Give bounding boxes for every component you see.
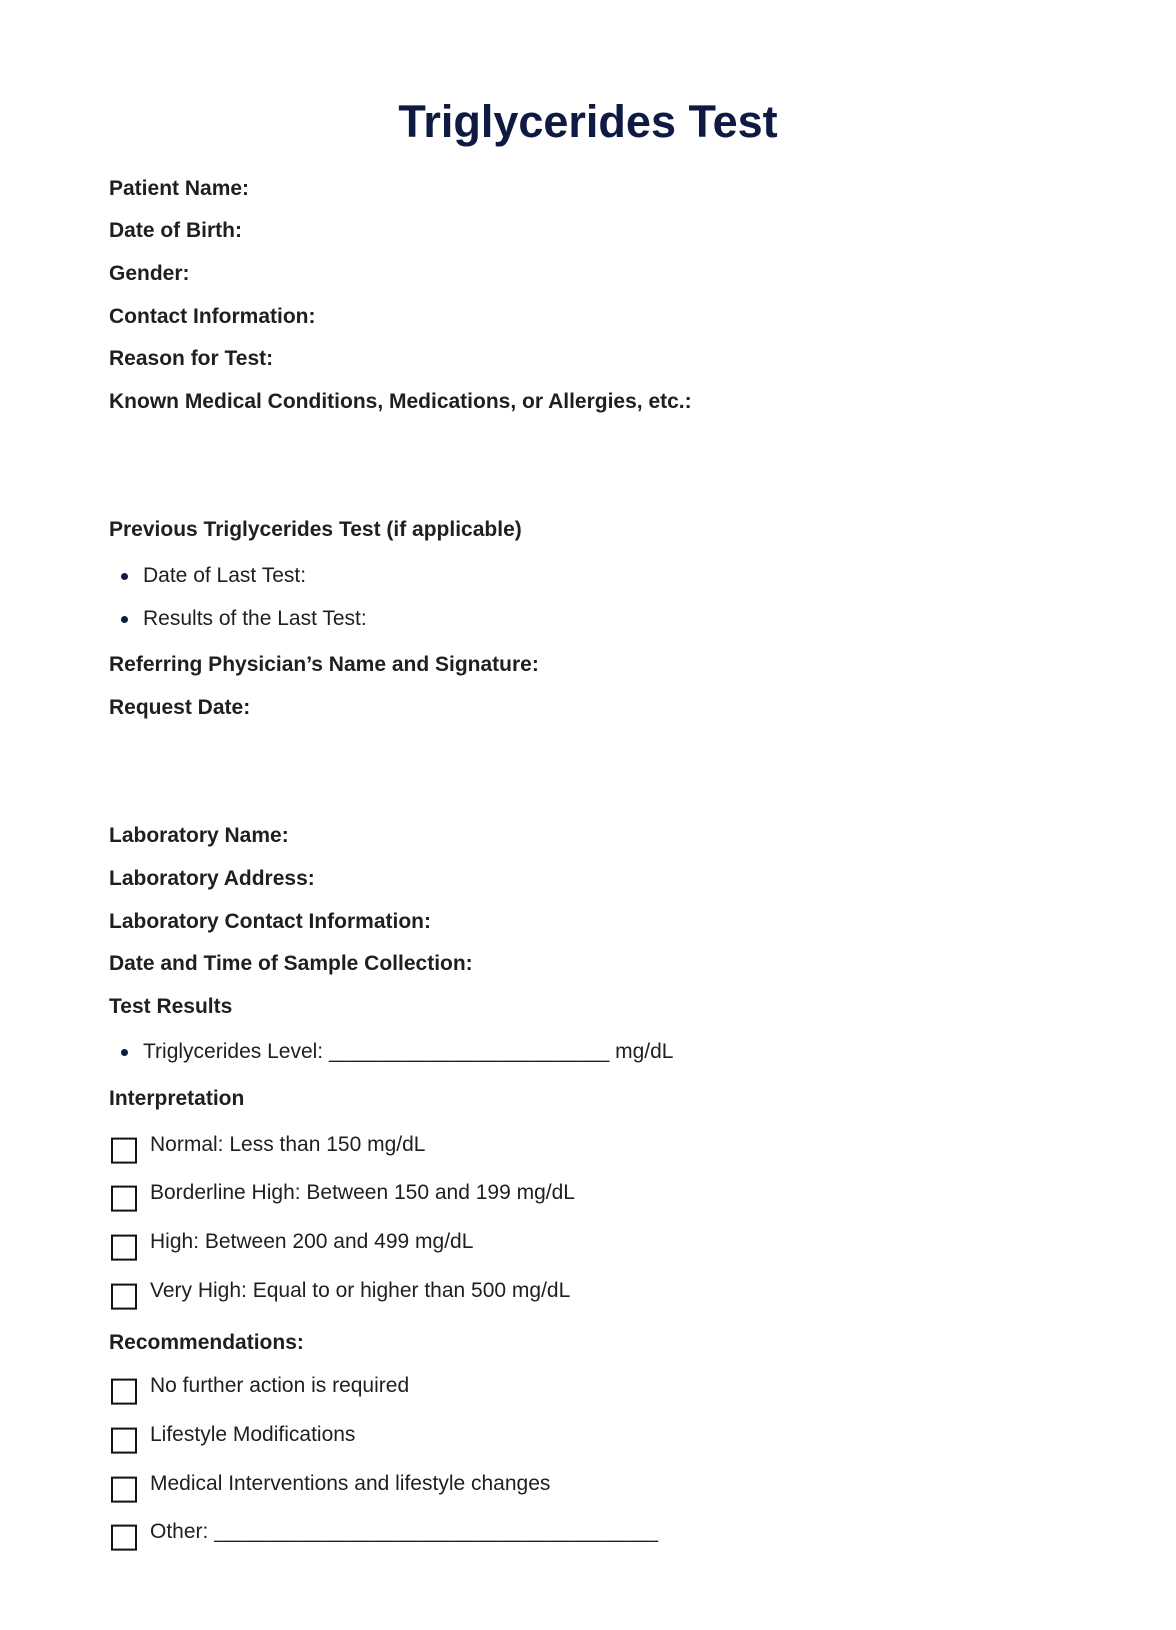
option-other[interactable]: Other: ______________________________________	[150, 1520, 658, 1543]
request-date-field[interactable]: Request Date:	[109, 696, 251, 719]
triglycerides-level-field[interactable]: Triglycerides Level: ________________________ mg/dL	[143, 1040, 674, 1063]
patient-name-field[interactable]: Patient Name:	[109, 177, 250, 200]
recommendations-heading: Recommendations:	[109, 1331, 304, 1354]
option-high: High: Between 200 and 499 mg/dL	[150, 1230, 474, 1253]
collection-datetime-field[interactable]: Date and Time of Sample Collection:	[109, 952, 473, 975]
last-test-results-field[interactable]: Results of the Last Test:	[143, 607, 367, 630]
checkbox-no-action[interactable]	[111, 1379, 137, 1405]
option-borderline: Borderline High: Between 150 and 199 mg/dL	[150, 1181, 575, 1204]
test-results-heading: Test Results	[109, 995, 233, 1018]
physician-field[interactable]: Referring Physician’s Name and Signature:	[109, 653, 539, 676]
lab-address-field[interactable]: Laboratory Address:	[109, 867, 315, 890]
last-test-date-field[interactable]: Date of Last Test:	[143, 564, 307, 587]
checkbox-high[interactable]	[111, 1235, 137, 1261]
lab-name-field[interactable]: Laboratory Name:	[109, 824, 289, 847]
gender-field[interactable]: Gender:	[109, 262, 190, 285]
option-lifestyle: Lifestyle Modifications	[150, 1423, 356, 1446]
checkbox-lifestyle[interactable]	[111, 1428, 137, 1454]
lab-contact-field[interactable]: Laboratory Contact Information:	[109, 910, 432, 933]
contact-field[interactable]: Contact Information:	[109, 305, 316, 328]
checkbox-medical[interactable]	[111, 1477, 137, 1503]
option-normal: Normal: Less than 150 mg/dL	[150, 1133, 426, 1156]
page-title: Triglycerides Test	[398, 96, 778, 147]
previous-test-heading: Previous Triglycerides Test (if applicable)	[109, 518, 522, 541]
option-medical: Medical Interventions and lifestyle changes	[150, 1472, 551, 1495]
dob-field[interactable]: Date of Birth:	[109, 219, 242, 242]
option-no-action: No further action is required	[150, 1374, 410, 1397]
checkbox-borderline[interactable]	[111, 1186, 137, 1212]
option-very-high: Very High: Equal to or higher than 500 mg/dL	[150, 1279, 571, 1302]
reason-field[interactable]: Reason for Test:	[109, 347, 274, 370]
conditions-field[interactable]: Known Medical Conditions, Medications, or Allergies, etc.:	[109, 390, 692, 413]
interpretation-heading: Interpretation	[109, 1087, 245, 1110]
checkbox-very-high[interactable]	[111, 1284, 137, 1310]
checkbox-normal[interactable]	[111, 1138, 137, 1164]
checkbox-other[interactable]	[111, 1525, 137, 1551]
